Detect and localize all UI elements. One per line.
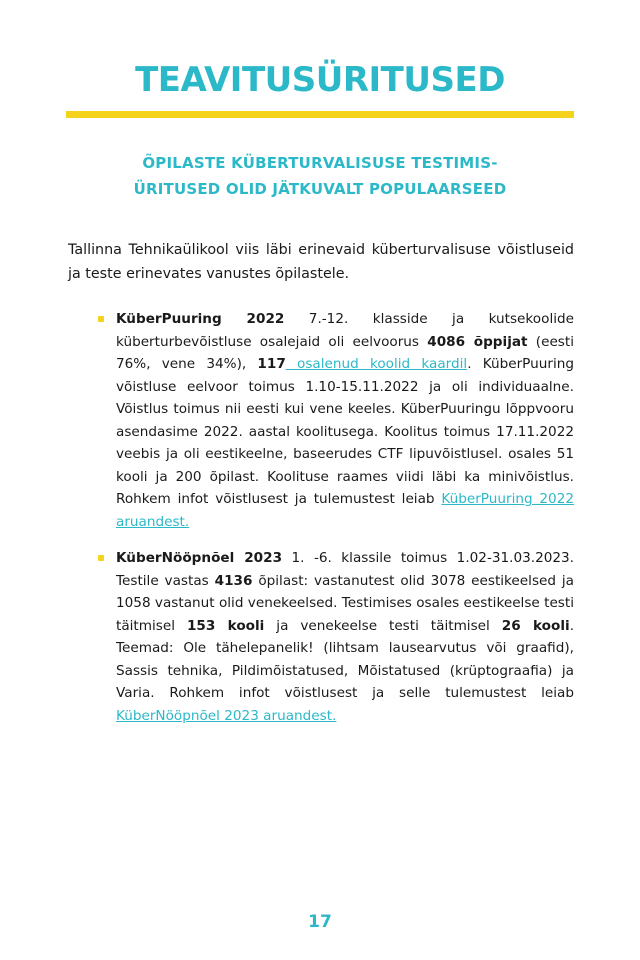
- page-number: 17: [308, 912, 332, 932]
- subtitle-line-1: ÕPILASTE KÜBERTURVALISUSE TESTIMIS-: [142, 154, 498, 172]
- section-subtitle: [90, 150, 550, 202]
- event-text: ja venekeelse testi täitmisel: [264, 617, 502, 634]
- event-title: KüberNööpnõel 2023: [116, 550, 283, 566]
- list-item-kubernoopnoel: [96, 547, 574, 727]
- event-text: . KüberPuuring võistluse eelvoor toimus 1.10-15.11.2022 ja oli individuaalne. Võistlus toimus nii eesti kui vene keeles. KüberPuuringu lõppvooru asendasime 2022. aastal koolitusega. Koolitus toimus 17.11.2022 veebis ja oli eestikeelne, baseerudes CTF lipuvõistlusel. osales 51 kooli ja 200 õpilast. Koolituse raames viidi läbi ka minivõistlus. Rohkem infot võistlusest ja tulemustest leiab: [116, 356, 574, 507]
- bold-value: 26 kooli: [501, 617, 570, 634]
- event-list: [96, 308, 574, 727]
- list-item-kuberpuuring: [96, 308, 574, 533]
- bold-value: 4086 õppijat: [427, 333, 528, 350]
- event-text: . Teemad: Ole tähelepanelik! (lihtsam lausearvutus või graafid), Sassis tehnika, Pildimõistatused, Mõistatused (krüptograafia) ja Varia. Rohkem infot võistlusest ja selle tulemustest leiab: [116, 617, 575, 701]
- intro-paragraph: Tallinna Tehnikaülikool viis läbi erinevaid küberturvalisuse võistluseid ja teste erinevates vanustes õpilastele.: [68, 242, 574, 282]
- bold-value: 153 kooli: [186, 617, 265, 634]
- event-title: KüberPuuring 2022: [116, 311, 285, 327]
- bullet-marker: [98, 316, 104, 322]
- bold-value: 4136: [214, 572, 253, 589]
- event-text: õpilast: vastanutest olid 3078 eestikeelsed ja 1058 vastanut olid venekeelsed. Testimises osales eestikeelse testi täitmisel: [116, 572, 574, 634]
- bullet-marker: [98, 555, 104, 561]
- subtitle-line-2: ÜRITUSED OLID JÄTKUVALT POPULAARSEED: [133, 180, 507, 198]
- report-link[interactable]: KüberNööpnõel 2023 aruandest.: [116, 707, 337, 724]
- schools-map-link[interactable]: osalenud koolid kaardil: [285, 356, 468, 372]
- report-link[interactable]: KüberPuuring 2022 aruandest.: [116, 491, 574, 530]
- event-text: 7.-12. klasside ja kutsekoolide küberturbevõistluse osalejaid oli eelvoorus: [116, 311, 574, 350]
- bold-value: 117: [257, 356, 286, 372]
- event-text: 1. -6. klassile toimus 1.02-31.03.2023. Testile vastas: [116, 550, 574, 589]
- event-text: (eesti 76%, vene 34%),: [116, 333, 574, 372]
- title-underline: [66, 111, 574, 118]
- page-title: TEAVITUSÜRITUSED: [135, 60, 505, 100]
